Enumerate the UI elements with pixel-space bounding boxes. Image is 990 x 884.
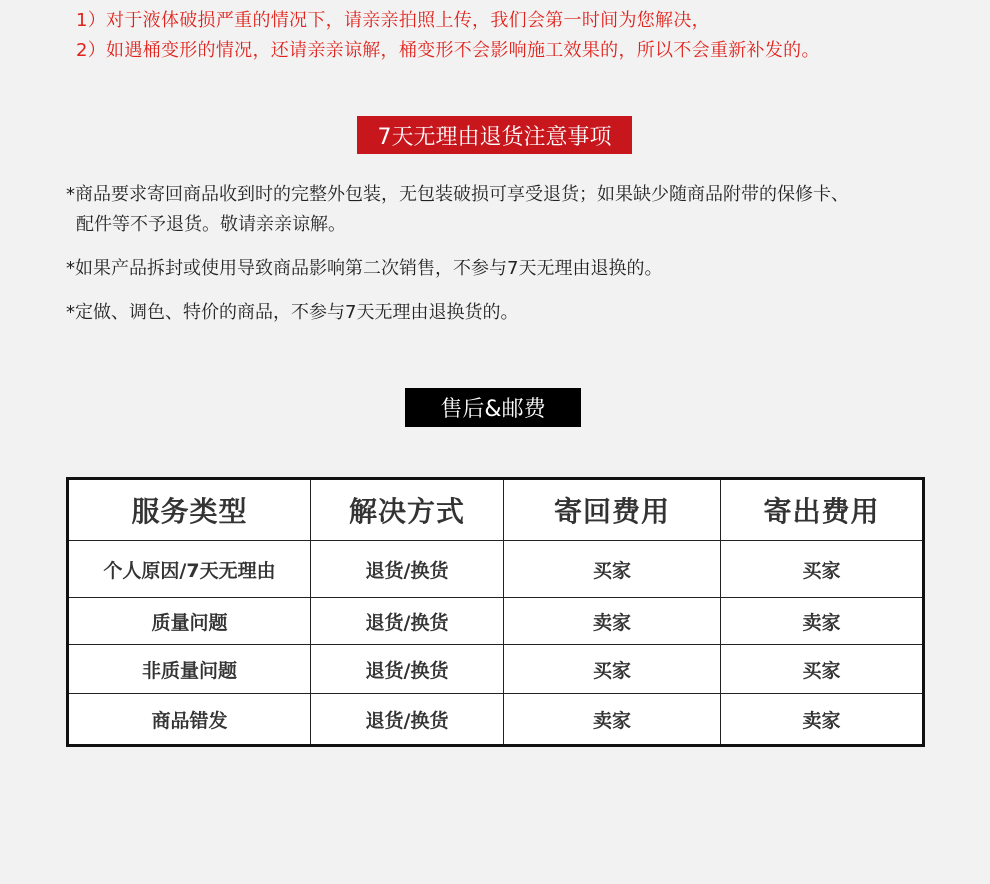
after-sales-banner: 售后&邮费 [405,388,581,427]
cell-service-type: 非质量问题 [68,645,311,694]
policy-item-1 [66,180,946,240]
notes-section [76,6,976,66]
return-policy-banner: 7天无理由退货注意事项 [357,116,632,154]
policy-item-3-line1: *定做、调色、特价的商品，不参与7天无理由退换货的。 [66,302,519,323]
cell-return-fee: 买家 [504,645,721,694]
cell-shipping-fee: 卖家 [721,694,924,746]
header-return-fee: 寄回费用 [504,479,721,541]
cell-shipping-fee: 买家 [721,645,924,694]
policy-item-2 [66,254,946,284]
return-policy-list [66,180,946,342]
table-header-row [68,479,924,541]
table-row [68,645,924,694]
cell-solution: 退货/换货 [311,694,504,746]
cell-shipping-fee: 买家 [721,541,924,598]
header-solution: 解决方式 [311,479,504,541]
cell-return-fee: 卖家 [504,694,721,746]
cell-solution: 退货/换货 [311,598,504,645]
cell-return-fee: 卖家 [504,598,721,645]
table-row [68,598,924,645]
note-line-1: 1）对于液体破损严重的情况下，请亲亲拍照上传，我们会第一时间为您解决， [76,10,710,31]
table-row [68,541,924,598]
cell-service-type: 个人原因/7天无理由 [68,541,311,598]
note-line-2: 2）如遇桶变形的情况，还请亲亲谅解，桶变形不会影响施工效果的，所以不会重新补发的。 [76,40,820,61]
header-shipping-fee: 寄出费用 [721,479,924,541]
after-sales-table [66,477,925,747]
table-row [68,694,924,746]
policy-item-3 [66,298,946,328]
policy-item-2-line1: *如果产品拆封或使用导致商品影响第二次销售，不参与7天无理由退换的。 [66,258,663,279]
cell-solution: 退货/换货 [311,645,504,694]
policy-item-1-line2: 配件等不予退货。敬请亲亲谅解。 [76,214,346,235]
cell-service-type: 商品错发 [68,694,311,746]
policy-item-1-line1: *商品要求寄回商品收到时的完整外包装，无包装破损可享受退货；如果缺少随商品附带的保修卡、 [66,184,849,205]
cell-service-type: 质量问题 [68,598,311,645]
cell-return-fee: 买家 [504,541,721,598]
cell-shipping-fee: 卖家 [721,598,924,645]
header-service-type: 服务类型 [68,479,311,541]
cell-solution: 退货/换货 [311,541,504,598]
